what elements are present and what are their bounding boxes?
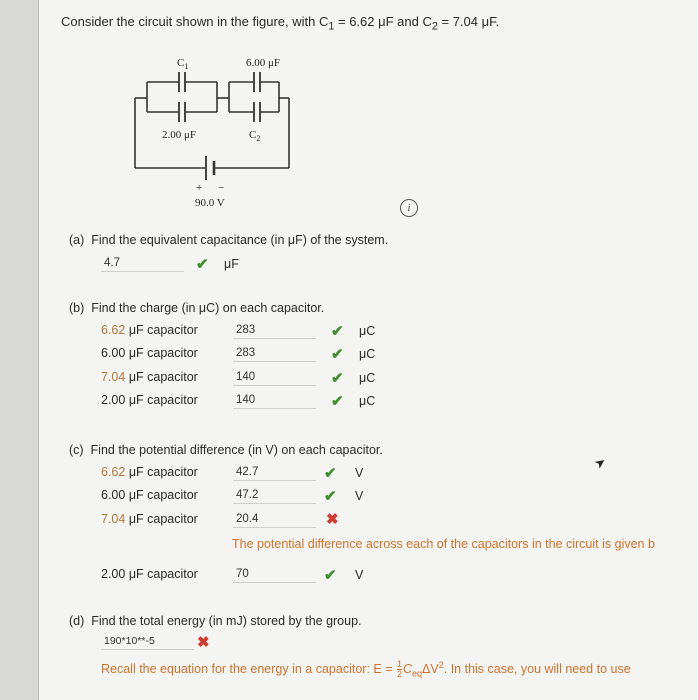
part-b-row-4-unit: μC	[359, 394, 376, 408]
part-b-row-2-unit: μC	[359, 347, 376, 361]
part-b-row-2-answer-field[interactable]: 283	[233, 345, 316, 362]
part-c-row-4-answer-field[interactable]: 70	[233, 566, 316, 583]
part-a-prompt: (a) Find the equivalent capacitance (in μF) of the system.	[69, 233, 389, 247]
label-c1: $C_1$	[177, 57, 189, 71]
part-c-row-1-label: 6.62 μF capacitor	[101, 465, 198, 479]
label-6uf: 6.00 μF	[246, 57, 281, 69]
part-b-row-1-answer-field[interactable]: 283	[233, 322, 316, 339]
info-icon[interactable]: i	[400, 199, 418, 217]
part-b-row-4-answer-field[interactable]: 140	[233, 392, 316, 409]
part-b-row-3-answer-field[interactable]: 140	[233, 369, 316, 386]
part-c-row-1-unit: V	[355, 466, 364, 480]
part-c-row-4-label: 2.00 μF capacitor	[101, 567, 198, 581]
part-b-row-1-label: 6.62 μF capacitor	[101, 323, 198, 337]
label-2uf: 2.00 μF	[162, 129, 197, 141]
part-d-prompt: (d) Find the total energy (in mJ) stored by the group.	[69, 614, 362, 628]
part-c-row-3-cross-icon: ✖	[326, 511, 339, 528]
label-plus: +	[196, 182, 203, 194]
part-c-row-4-check-icon: ✔	[324, 567, 337, 584]
part-c-row-1-check-icon: ✔	[324, 465, 337, 482]
label-voltage: 90.0 V	[195, 197, 225, 209]
part-a-check-icon: ✔	[196, 256, 209, 273]
part-c-row-4-unit: V	[355, 568, 364, 582]
part-d-hint: Recall the equation for the energy in a capacitor: E = $\frac{1}{2}$ $C_{eq}\Delta V^2$. In this case, you will need to use	[101, 659, 631, 680]
part-d-cross-icon: ✖	[197, 634, 210, 651]
part-d-answer-field[interactable]: 190*10**-5	[101, 633, 194, 650]
part-b-row-1-check-icon: ✔	[331, 323, 344, 340]
part-b-row-2-label: 6.00 μF capacitor	[101, 346, 198, 360]
part-b-row-3-check-icon: ✔	[331, 370, 344, 387]
part-c-row-3-answer-field[interactable]: 20.4	[233, 511, 316, 528]
part-c-prompt: (c) Find the potential difference (in V) on each capacitor.	[69, 443, 383, 457]
part-c-row-1-answer-field[interactable]: 42.7	[233, 464, 316, 481]
capacitor-plates	[179, 72, 260, 180]
part-c-feedback: The potential difference across each of the capacitors in the circuit is given b	[232, 537, 655, 551]
label-c2: $C_2$	[249, 129, 261, 143]
part-a-answer-field[interactable]: 4.7	[101, 255, 184, 272]
question-sheet	[38, 0, 698, 700]
part-b-row-4-check-icon: ✔	[331, 393, 344, 410]
label-minus: −	[218, 182, 225, 194]
part-b-row-1-unit: μC	[359, 324, 376, 338]
part-c-row-2-unit: V	[355, 489, 364, 503]
part-a-unit: μF	[224, 257, 239, 271]
question-title: Consider the circuit shown in the figure, with $C_1 = 6.62$ μF and $C_2 = 7.04$ μF.	[61, 14, 500, 33]
circuit-diagram	[129, 50, 359, 220]
part-c-row-3-label: 7.04 μF capacitor	[101, 512, 198, 526]
part-b-row-3-label: 7.04 μF capacitor	[101, 370, 198, 384]
part-b-row-2-check-icon: ✔	[331, 346, 344, 363]
part-b-row-4-label: 2.00 μF capacitor	[101, 393, 198, 407]
mouse-cursor-icon: ➤	[591, 453, 609, 472]
part-c-row-2-label: 6.00 μF capacitor	[101, 488, 198, 502]
part-c-row-2-check-icon: ✔	[324, 488, 337, 505]
circuit-wires	[135, 82, 289, 168]
part-b-row-3-unit: μC	[359, 371, 376, 385]
part-b-prompt: (b) Find the charge (in μC) on each capacitor.	[69, 301, 325, 315]
part-c-row-2-answer-field[interactable]: 47.2	[233, 487, 316, 504]
